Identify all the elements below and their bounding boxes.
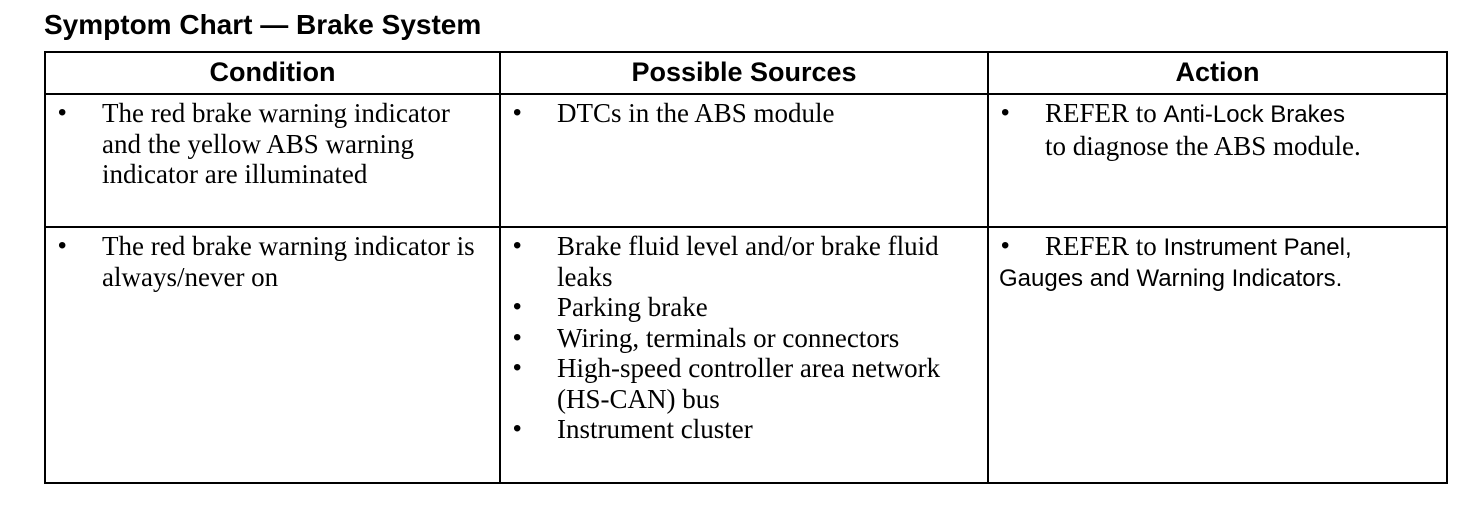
list-item bbox=[511, 323, 981, 354]
bullet-icon: • bbox=[513, 293, 522, 320]
source-text: High-speed controller area network (HS-CAN) bus bbox=[557, 353, 941, 414]
bullet-icon: • bbox=[513, 232, 522, 259]
list-item bbox=[511, 292, 981, 323]
bullet-icon: • bbox=[1001, 99, 1010, 126]
source-text: Wiring, terminals or connectors bbox=[557, 322, 900, 353]
condition-cell bbox=[45, 227, 500, 483]
condition-cell bbox=[45, 94, 500, 227]
list-item bbox=[999, 231, 1440, 294]
list-item bbox=[56, 231, 493, 292]
list-item bbox=[511, 98, 981, 129]
possible-sources-cell bbox=[500, 227, 988, 483]
bullet-icon: • bbox=[1001, 232, 1010, 259]
symptom-chart-table bbox=[44, 51, 1448, 484]
page-title: Symptom Chart — Brake System bbox=[44, 9, 482, 40]
bullet-icon: • bbox=[513, 99, 522, 126]
table-header-row bbox=[45, 52, 1447, 94]
reference-link-instrument-panel[interactable]: Instrument Panel, bbox=[1163, 234, 1352, 261]
bullet-icon: • bbox=[58, 232, 67, 259]
action-tail-text: to diagnose the ABS module. bbox=[1045, 130, 1361, 161]
action-lead-text: REFER to bbox=[1045, 98, 1157, 128]
table-row bbox=[45, 227, 1447, 483]
bullet-icon: • bbox=[513, 354, 522, 381]
bullet-icon: • bbox=[513, 415, 522, 442]
list-item bbox=[511, 231, 981, 292]
column-header-possible-sources: Possible Sources bbox=[500, 52, 988, 94]
condition-text: The red brake warning indicator and the yellow ABS warning indicator are illuminated bbox=[102, 98, 450, 189]
possible-sources-cell bbox=[500, 94, 988, 227]
list-item bbox=[56, 98, 493, 190]
table-row bbox=[45, 94, 1447, 227]
column-header-action: Action bbox=[988, 52, 1447, 94]
bullet-icon: • bbox=[513, 323, 522, 351]
list-item bbox=[511, 353, 981, 414]
action-lead-text: REFER to bbox=[1045, 231, 1157, 261]
reference-link-anti-lock-brakes[interactable]: Anti-Lock Brakes bbox=[1163, 101, 1345, 128]
column-header-condition: Condition bbox=[45, 52, 500, 94]
reference-link-gauges-and-warning-indicators[interactable]: Gauges and Warning Indicators. bbox=[999, 264, 1343, 292]
source-text: Brake fluid level and/or brake fluid leaks bbox=[557, 231, 939, 292]
source-text: Instrument cluster bbox=[557, 414, 753, 444]
action-cell bbox=[988, 227, 1447, 483]
source-text: DTCs in the ABS module bbox=[557, 98, 835, 128]
source-text: Parking brake bbox=[557, 292, 708, 322]
action-cell bbox=[988, 94, 1447, 227]
list-item bbox=[999, 98, 1440, 161]
condition-text: The red brake warning indicator is always/never on bbox=[102, 231, 475, 292]
list-item bbox=[511, 414, 981, 445]
bullet-icon: • bbox=[58, 99, 67, 126]
